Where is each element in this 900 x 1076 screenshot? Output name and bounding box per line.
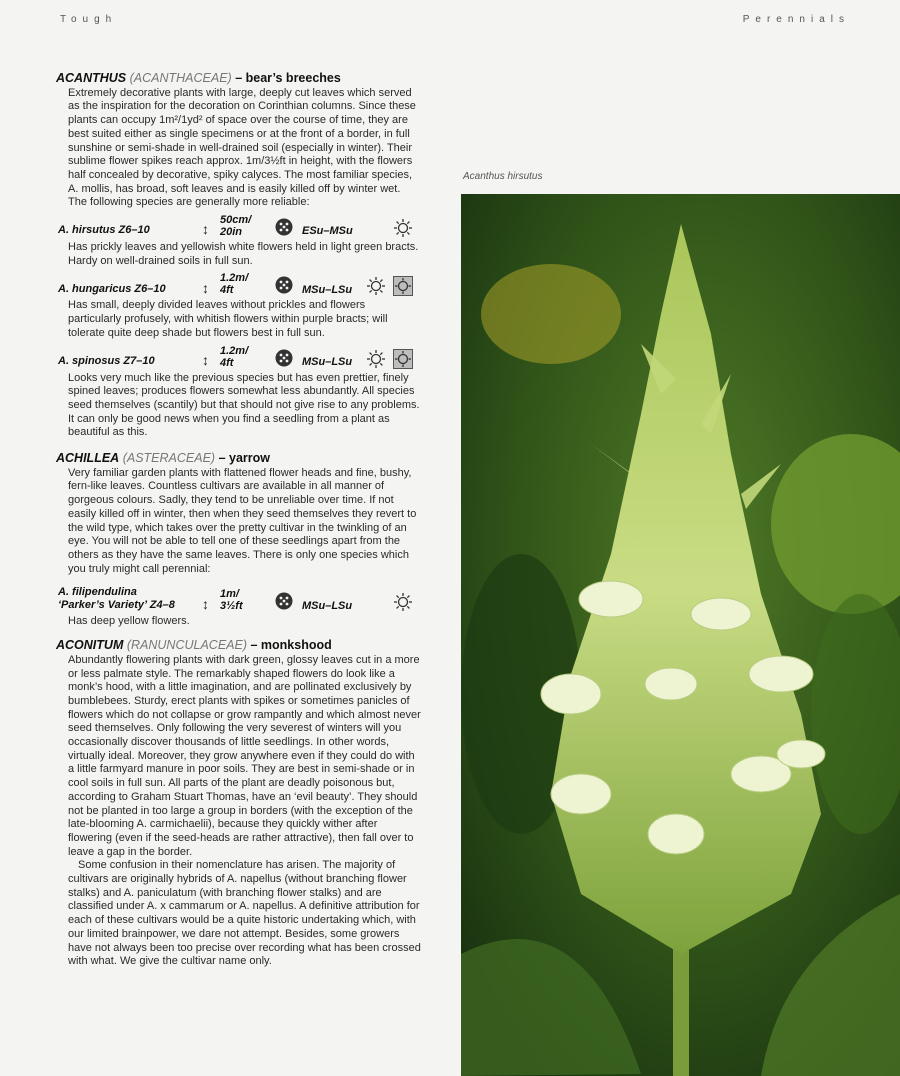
species-name: A. spinosus Z7–10 [58, 354, 155, 367]
genus-name: ACHILLEA [56, 451, 120, 466]
species-height: 1.2m/ 4ft [220, 272, 249, 297]
running-head-right: Perennials [742, 14, 850, 25]
species-name: A. hirsutus Z6–10 [58, 224, 150, 237]
species-block-filipendulina [56, 588, 421, 629]
semi-shade-icon [393, 349, 413, 369]
semi-shade-icon [393, 276, 413, 296]
entry-body-aconitum-1: Abundantly flowering plants with dark green, glossy leaves cut in a more or less palmate style. The remarkably shaped flowers do look like a monk’s hood, with a little imagination, and are pollinated exclusively by bumblebees. Sturdy, erect plants with spikes or sometimes panicles of flowers which do not collapse or grow rampantly and which almost never seed themselves. Only following the very severest of winters will you occasionally discover thousands of little seedlings. In other words, virtually ideal. Moreover, they grow anywhere even if they could do with a little farmyard manure in poor soils. They are best in semi-shade or in cool soils in full sun. All parts of the plant are deadly poisonous but, according to Graham Stuart Thomas, have an ‘evil beauty’. They should not be planted in too large a group in borders (with the exception of the late-blooming A. carmichaelii), because they quickly wither after flowering (even if the seed-heads are rather attractive), then fall over to leave a gap in the border. [68, 653, 421, 858]
entry-body-aconitum-2: Some confusion in their nomenclature has arisen. The majority of cultivars are originally hybrids of A. napellus (without branching flower stalks) and A. paniculatum (with branching flower stalks) and are classified under A. x cammarum or A. napellus. A definitive attribution for each of these cultivars would be a quite historic undertaking which, with our limited brainpower, we dare not attempt. Besides, some growers have not always been too precise over recording what has been crossed with what. We give the cultivar name only. [68, 859, 421, 968]
common-name: – bear’s breeches [235, 71, 341, 85]
running-head-left: Tough [60, 14, 118, 25]
sun-icon [393, 218, 413, 238]
sun-icon [366, 349, 386, 369]
species-description: Has small, deeply divided leaves without prickles and flowers particularly profusely, with whitish flowers within purple bracts; will tolerate quite deep shade but flowers best in full sun. [68, 299, 388, 339]
entry-heading-acanthus [56, 72, 421, 86]
species-height: 1m/ 3½ft [220, 588, 243, 613]
sun-icon [393, 592, 413, 612]
entry-heading-aconitum [56, 639, 421, 653]
flowering-season: MSu–LSu [302, 599, 353, 612]
species-block-spinosus [56, 345, 421, 441]
species-description: Has prickly leaves and yellowish white flowers held in light green bracts. Hardy on well-drained soils in full sun. [68, 241, 419, 267]
common-name: – yarrow [218, 451, 270, 466]
photo-caption: Acanthus hirsutus [463, 171, 543, 182]
genus-name: ACANTHUS [56, 71, 127, 85]
family-name: (RANUNCULACEAE) [126, 638, 247, 653]
dot-grid-icon [275, 218, 293, 236]
plant-photo [461, 194, 900, 1076]
sun-icon [366, 276, 386, 296]
common-name: – monkshood [250, 638, 332, 653]
species-block-hungaricus [56, 272, 421, 340]
dot-grid-icon [275, 276, 293, 294]
up-down-arrow-icon: ↕ [202, 351, 209, 368]
up-down-arrow-icon: ↕ [202, 595, 209, 612]
species-description: Has deep yellow flowers. [68, 615, 190, 628]
flowering-season: MSu–LSu [302, 283, 353, 296]
family-name: (ASTERACEAE) [122, 451, 216, 466]
entry-heading-achillea [56, 452, 421, 466]
up-down-arrow-icon: ↕ [202, 221, 209, 238]
family-name: (ACANTHACEAE) [129, 71, 232, 85]
flowering-season: MSu–LSu [302, 355, 353, 368]
dot-grid-icon [275, 349, 293, 367]
species-height: 50cm/ 20in [220, 214, 252, 239]
up-down-arrow-icon: ↕ [202, 279, 209, 296]
species-name: A. hungaricus Z6–10 [58, 282, 166, 295]
dot-grid-icon [275, 592, 293, 610]
entry-intro-achillea: Very familiar garden plants with flattened flower heads and fine, bushy, fern-like leaves. Countless cultivars are available in all manner of gorgeous colours. Sadly, they tend to be unreliable over time. If not easily killed off in winter, then when they seed themselves they revert to the wild type, which takes over the pretty cultivar in the twinkling of an eye. You will not be able to tell one of these seedlings apart from the others as they have the same leaves. There is only one species which you truly might call perennial: [68, 466, 417, 575]
flowering-season: ESu–MSu [302, 225, 353, 238]
species-description: Looks very much like the previous species but has even prettier, finely spined leaves; produces flowers somewhat less abundantly. All species seed themselves (scantily) but that should not give rise to any problems. It can only be good news when you find a seedling from a plant as beautiful as this. [68, 371, 420, 439]
genus-name: ACONITUM [56, 638, 124, 653]
species-block-hirsutus [56, 214, 421, 268]
species-name: A. filipendulina ‘Parker’s Variety’ Z4–8 [58, 586, 175, 612]
species-height: 1.2m/ 4ft [220, 344, 249, 369]
text-column [56, 72, 421, 969]
entry-intro-acanthus: Extremely decorative plants with large, deeply cut leaves which served as the inspiration for the decoration on Corinthian columns. Since these plants can occupy 1m²/1yd² of space over the course of time, they are best suited either as single specimens or at the front of a border, in full sunshine or semi-shade in well-drained soil (especially in winter). Their sublime flower spikes reach approx. 1m/3½ft in height, with the flowers half concealed by decorative, spiky calyces. The most familiar species, A. mollis, has broad, soft leaves and is easily killed off by winter wet. The following species are generally more reliable: [68, 86, 416, 209]
